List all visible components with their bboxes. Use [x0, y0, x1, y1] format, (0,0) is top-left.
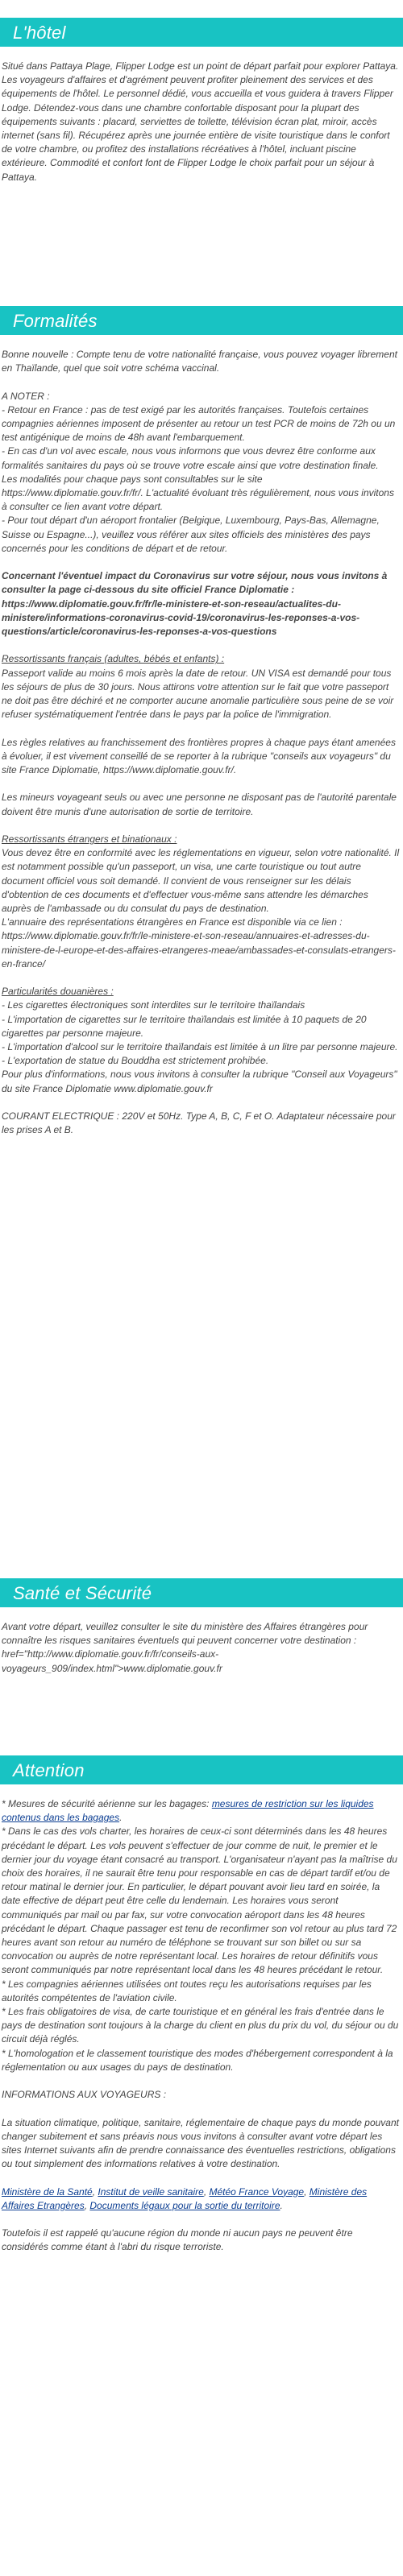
- sante-text: Avant votre départ, veuillez consulter le site du ministère des Affaires étrangères pour connaître les risques sanitaires éventuels qui peuvent concerner votre destination : href="http://www.diplomatie.gouv.fr/fr/conseils-aux-voyageurs_909/index.html">www.diplomatie.gouv.fr: [2, 1621, 368, 1674]
- courant-electrique: COURANT ELECTRIQUE : 220V et 50Hz. Type A, B, C, F et O. Adaptateur nécessaire pour les prises A et B.: [2, 1110, 396, 1136]
- section-header-attention: [0, 1755, 403, 1784]
- ressortissants-etr-title: Ressortissants étrangers et binationaux :: [2, 833, 177, 846]
- anoter-line: - Retour en France : pas de test exigé par les autorités françaises. Toutefois certaines compagnies aériennes imposent de présenter au retour un test PCR de moins de 72h ou un test antigénique de moins de 48h avant l'embarquement.: [2, 403, 396, 444]
- attention-homologation: * L'homologation et le classement touristique des modes d'hébergement correspondent à la réglementation ou aux usages du pays de destination.: [2, 2047, 393, 2073]
- douanieres-line: Pour plus d'informations, nous vous invitons à consulter la rubrique "Conseil aux Voyageurs" du site France Diplomatie www.diplomatie.gouv.fr: [2, 1069, 397, 1094]
- section-header-hotel: [0, 18, 403, 47]
- link-documents-legaux[interactable]: Documents légaux pour la sortie du territoire: [89, 2199, 280, 2211]
- anoter-line: - Pour tout départ d'un aéroport frontalier (Belgique, Luxembourg, Pays-Bas, Allemagne, Suisse ou Espagne...), veuillez vous référer aux sites officiels des ministères des pays concernés pour les conditions de départ et de retour.: [2, 515, 380, 554]
- douanieres-line: - L'exportation de statue du Bouddha est strictement prohibée.: [2, 1055, 269, 1067]
- douanieres-line: - L'importation de cigarettes sur le territoire thaïlandais est limitée à 10 paquets de 20 cigarettes par personne majeure.: [2, 1013, 367, 1039]
- regles-text: Les règles relatives au franchissement des frontières propres à chaque pays étant amenées à évoluer, il est vivement conseillé de se reporter à la rubrique "conseils aux voyageurs" du site France Diplomatie, https://www.diplomatie.gouv.fr/.: [2, 736, 396, 776]
- hotel-description: Situé dans Pattaya Plage, Flipper Lodge est un point de départ parfait pour explorer Pattaya. Les voyageurs d'affaires et d'agrément peuvent profiter pleinement des services et des équipements de l'hôtel. Le personnel dédié, vous accueilla et vous guidera à travers Flipper Lodge. Détendez-vous dans une chambre confortable disposant pour la plupart des équipements suivants : placard, serviettes de toilette, télévision écran plat, miroir, accès internet (sans fil). Récupérez après une journée entière de visite touristique dans le confort de votre chambre, ou profitez des installations récréatives à l'hôtel, incluant piscine extérieure. Commodité et confort font de Flipper Lodge le choix parfait pour un séjour à Pattaya.: [2, 60, 399, 183]
- section-header-sante: [0, 1578, 403, 1607]
- formalites-intro: Bonne nouvelle : Compte tenu de votre nationalité française, vous pouvez voyager librement en Thaïlande, quel que soit votre schéma vaccinal.: [2, 349, 397, 374]
- section-title-formalites: Formalités: [13, 311, 98, 331]
- attention-bagages-prefix: * Mesures de sécurité aérienne sur les bagages:: [2, 1798, 212, 1809]
- attention-charter: * Dans le cas des vols charter, les horaires de ceux-ci sont déterminés dans les 48 heures précédant le départ. Les vols peuvent s'effectuer de jour comme de nuit, le premier et le dernier jour du voyage étant consacré au transport. L'organisateur n'ayant pas la maîtrise du choix des horaires, il ne saurait être tenu pour responsable en cas de départ tardif et/ou de retour matinal le dernier jour. En particulier, le départ pouvant avoir lieu tard en soirée, la date effective de départ peut être celle du lendemain. Les horaires vous seront communiqués par mail ou par fax, sur votre convocation aéroport dans les 48 heures précédant le départ. Chaque passager est tenu de reconfirmer son vol retour au plus tard 72 heures avant son retour au numéro de téléphone se trouvant sur son billet ou sur sa convocation ou auprès de notre représentant local. Les horaires de retour définitifs vous seront communiqués par notre représentant local dans les 48 heures précédant le retour.: [2, 1826, 397, 1976]
- section-title-attention: Attention: [13, 1760, 85, 1780]
- douanieres-line: - L'importation d'alcool sur le territoire thaïlandais est limitée à un litre par personne majeure.: [2, 1041, 398, 1053]
- section-header-formalites: [0, 306, 403, 335]
- anoter-label: A NOTER :: [2, 390, 50, 402]
- anoter-line: - En cas d'un vol avec escale, nous vous informons que vous devrez être conforme aux formalités sanitaires du pays où se trouve votre escale ainsi que votre destination finale.: [2, 445, 379, 471]
- attention-bagages-suffix: .: [119, 1812, 123, 1824]
- anoter-line: Les modalités pour chaque pays sont consultables sur le site https://www.diplomatie.gouv.fr/fr/. L'actualité évoluant très régulièrement, nous vous invitons à consulter ce lien avant votre départ.: [2, 473, 394, 513]
- ressortissants-fr-title: Ressortissants français (adultes, bébés et enfants) :: [2, 653, 225, 665]
- infos-voyageurs-text: La situation climatique, politique, sanitaire, réglementaire de chaque pays du monde pouvant changer subitement et sans préavis nous vous invitons à consulter avant votre départ les sites Internet suivants afin de prendre connaissance des éventuelles restrictions, obligations ou tout simplement des informations relatives à votre destination.: [2, 2116, 399, 2170]
- douanieres-title: Particularités douanières :: [2, 986, 114, 998]
- section-title-sante: Santé et Sécurité: [13, 1583, 152, 1603]
- annuaire-text: L'annuaire des représentations étrangères en France est disponible via ce lien : https://www.diplomatie.gouv.fr/fr/le-ministere-et-son-reseau/annuaires-et-adresses-du-ministere-de-l-europe-et-des-affaires-etrangeres-meae/ambassades-et-consulats-etrangers-en-france/: [2, 916, 396, 970]
- liquides-restriction-link[interactable]: mesures de restriction sur les liquides contenus dans les bagages: [2, 1798, 374, 1824]
- link-meteo-france[interactable]: Météo France Voyage: [209, 2185, 305, 2198]
- ressortissants-fr-text: Passeport valide au moins 6 mois après la date de retour. UN VISA est demandé pour tous les séjours de plus de 30 jours. Nous attirons votre attention sur le fait que votre passeport ne doit pas être déchiré et ne comporter aucune anomalie particulière sous peine de se voir refuser systématiquement l'entrée dans le pays par la police de l'immigration.: [2, 667, 394, 721]
- mineurs-text: Les mineurs voyageant seuls ou avec une personne ne disposant pas de l'autorité parentale doivent être munis d'une autorisation de sortie de territoire.: [2, 792, 397, 817]
- section-body-sante: [2, 1620, 400, 1676]
- section-body-hotel: [2, 60, 400, 184]
- attention-terrorisme: Toutefois il est rappelé qu'aucune région du monde ni aucun pays ne peuvent être considérés comme étant à l'abri du risque terroriste.: [2, 2227, 353, 2253]
- attention-compagnies: * Les compagnies aériennes utilisées ont toutes reçu les autorisations requises par les autorités compétentes de l'aviation civile.: [2, 1978, 372, 2003]
- infos-voyageurs-label: INFORMATIONS AUX VOYAGEURS :: [2, 2089, 167, 2101]
- ressortissants-etr-text: Vous devez être en conformité avec les réglementations en vigueur, selon votre nationalité. Il est notamment possible qu'un passeport, un visa, une carte touristique ou tout autre document officiel vous soit demandé. Il convient de vous renseigner sur les délais d'obtention de ces documents et d'effectuer vous-même sans attendre les démarches auprès de l'ambassade ou du consulat du pays de destination.: [2, 847, 400, 915]
- link-institut-veille[interactable]: Institut de veille sanitaire: [98, 2185, 204, 2198]
- attention-bagages: [2, 1797, 400, 1825]
- official-links: Ministère de la Santé, Institut de veille sanitaire, Météo France Voyage, Ministère des Affaires Etrangères, Documents légaux pour la sortie du territoire.: [2, 2185, 368, 2211]
- attention-frais: * Les frais obligatoires de visa, de carte touristique et en général les frais d'entrée dans le pays de destination sont toujours à la charge du client en plus du prix du vol, du séjour ou du circuit déjà réglés.: [2, 2006, 399, 2045]
- link-ministere-sante[interactable]: Ministère de la Santé: [2, 2185, 93, 2198]
- section-body-attention: [2, 1797, 400, 2255]
- section-body-formalites: [2, 348, 400, 1137]
- covid-notice: Concernant l'éventuel impact du Coronavirus sur votre séjour, nous vous invitons à consulter la page ci-dessous du site officiel France Diplomatie : https://www.diplomatie.gouv.fr/fr/le-ministere-et-son-reseau/actualites-du-ministere/informations-coronavirus-covid-19/coronavirus-les-reponses-a-vos-questions/article/coronavirus-les-reponses-a-vos-questions: [2, 570, 388, 638]
- link-ministere-affaires-etrangeres[interactable]: Ministère des Affaires Etrangères: [2, 2185, 368, 2211]
- section-title-hotel: L'hôtel: [13, 23, 66, 43]
- douanieres-line: - Les cigarettes électroniques sont interdites sur le territoire thaïlandais: [2, 999, 305, 1011]
